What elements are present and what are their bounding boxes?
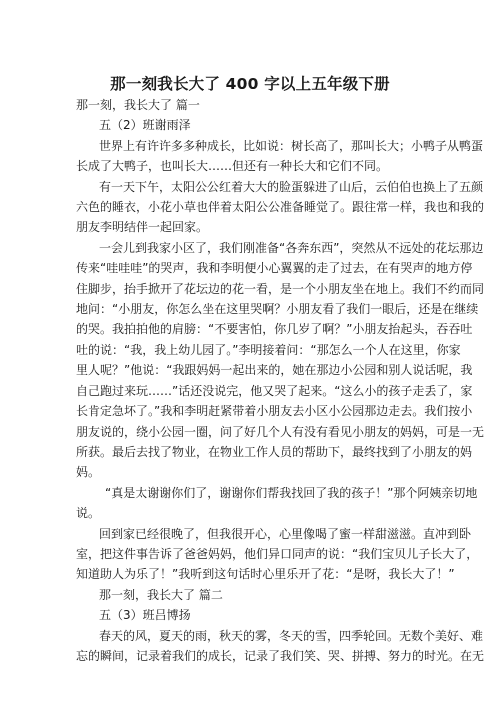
text-line: “真是太谢谢你们了，谢谢你们帮我找回了我的孩子！”那个阿姨亲切地 — [105, 485, 478, 500]
text-line: 室，把这件事告诉了爸爸妈妈，他们异口同声的说：“我们宝贝儿子长大了， — [76, 546, 479, 561]
text-line: 里人呢？”他说：“我跟妈妈一起出来的，她在那边小公园和别人说话呢，我 — [76, 363, 473, 378]
text-line: 吐的说：“我，我上幼儿园了。”李明接着问：“那怎么一个人在这里，你家 — [76, 342, 461, 357]
text-line: 六色的睡衣，小花小草也伴着太阳公公准备睡觉了。跟往常一样，我也和我的 — [76, 200, 485, 215]
text-line: 说。 — [76, 506, 101, 521]
text-line: 传来“哇哇哇”的哭声，我和李明便小心翼翼的走了过去，在有哭声的地方停 — [76, 261, 473, 276]
text-line: 朋友李明结伴一起回家。 — [76, 220, 209, 235]
text-line: 一会儿到我家小区了，我们刚准备“各奔东西”，突然从不远处的花坛那边 — [99, 240, 484, 255]
text-line: 知道助人为乐了！”我听到这句话时心里乐开了花：“是呀，我长大了！” — [76, 567, 455, 582]
text-line: 住脚步，抬手掀开了花坛边的花一看，是一个小朋友坐在地上。我们不约而同 — [76, 281, 485, 296]
text-line: 自己跑过来玩……”话还没说完，他又哭了起来。“这么小的孩子走丢了，家 — [76, 383, 473, 398]
text-line: 回到家已经很晚了，但我很开心，心里像喝了蜜一样甜滋滋。直冲到卧 — [99, 526, 472, 541]
text-line: 忘的瞬间，记录着我们的成长，记录了我们笑、哭、拼搏、努力的时光。在无 — [76, 648, 485, 663]
text-line: 五（2）班谢雨泽 — [99, 118, 191, 133]
text-line: 那一刻，我长大了 篇二 — [99, 587, 223, 602]
text-line: 世界上有许许多多种成长，比如说：树长高了，那叫长大；小鸭子从鸭蛋 — [99, 138, 484, 153]
text-line: 朋友说的，绕小公园一圈，问了好几个人有没有看见小朋友的妈妈，可是一无 — [76, 424, 485, 439]
document-body — [0, 95, 500, 666]
text-line: 长成了大鸭子，也叫长大……但还有一种长大和它们不同。 — [76, 159, 389, 174]
text-line: 春天的风，夏天的雨，秋天的雾，冬天的雪，四季轮回。无数个美好、难 — [99, 628, 484, 643]
text-line: 长肯定急坏了。”我和李明赶紧带着小朋友去小区小公园那边走去。我们按小 — [76, 404, 473, 419]
text-line: 妈。 — [76, 465, 101, 480]
text-line: 的哭。我拍拍他的肩膀：“不要害怕，你几岁了啊？”小朋友抬起头，吞吞吐 — [76, 322, 473, 337]
text-line: 有一天下午，太阳公公红着大大的脸蛋躲进了山后，云伯伯也换上了五颜 — [99, 179, 484, 194]
text-line: 那一刻，我长大了 篇一 — [76, 98, 200, 112]
document-title: 那一刻我长大了 400 字以上五年级下册 — [110, 75, 390, 93]
text-line: 五（3）班吕博扬 — [99, 608, 191, 623]
text-line: 所获。最后去找了物业，在物业工作人员的帮助下，最终找到了小朋友的妈 — [76, 444, 473, 459]
text-line: 地问：“小朋友，你怎么坐在这里哭啊？小朋友看了我们一眼后，还是在继续 — [76, 302, 479, 317]
